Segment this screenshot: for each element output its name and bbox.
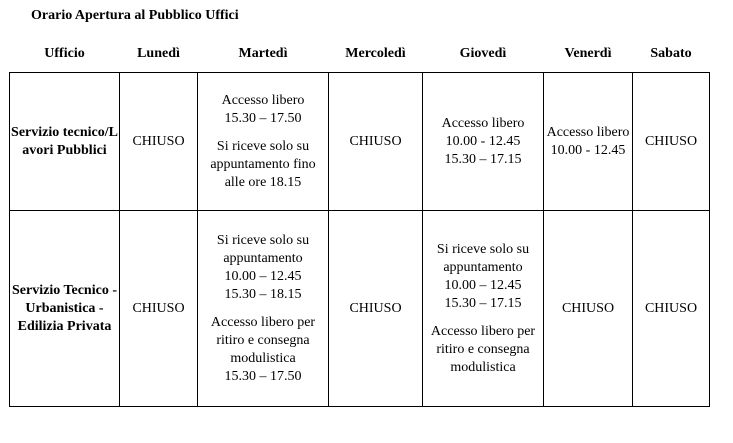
giovedi-appointment-text: Si riceve solo su appuntamento 10.00 – 12.45 15.30 – 17.15 — [436, 241, 530, 311]
office-hours-table — [9, 36, 710, 407]
cell-martedi — [198, 211, 329, 407]
header-ufficio: Ufficio — [44, 46, 85, 61]
header-giovedi: Giovedì — [459, 46, 507, 61]
table-row-lavori-pubblici — [10, 73, 710, 211]
cell-giovedi — [423, 211, 544, 407]
header-martedi: Martedì — [238, 46, 288, 61]
office-name-cell — [10, 73, 120, 211]
cell-lunedi: CHIUSO — [120, 73, 198, 211]
venerdi-access-text: Accesso libero 10.00 - 12.45 — [546, 124, 630, 158]
table-row-urbanistica — [10, 211, 710, 407]
cell-sabato: CHIUSO — [633, 73, 710, 211]
office-name: Servizio Tecnico - Urbanistica - Edilizia Privata — [12, 282, 117, 334]
office-name: Servizio tecnico/Lavori Pubblici — [11, 124, 118, 158]
cell-mercoledi: CHIUSO — [329, 211, 423, 407]
cell-sabato: CHIUSO — [633, 211, 710, 407]
cell-lunedi: CHIUSO — [120, 211, 198, 407]
cell-giovedi — [423, 73, 544, 211]
martedi-appointment-text: Si riceve solo su appuntamento 10.00 – 12.45 15.30 – 18.15 — [216, 232, 310, 302]
header-venerdi: Venerdì — [564, 46, 612, 61]
header-mercoledi: Mercoledì — [345, 46, 406, 61]
cell-mercoledi: CHIUSO — [329, 73, 423, 211]
giovedi-access-text: Accesso libero 10.00 - 12.45 15.30 – 17.15 — [441, 115, 525, 167]
martedi-appointment-text: Si riceve solo su appuntamento fino alle ore 18.15 — [210, 138, 316, 190]
cell-martedi — [198, 73, 329, 211]
cell-venerdi — [544, 73, 633, 211]
table-header-row — [10, 36, 710, 73]
martedi-access-text: Accesso libero 15.30 – 17.50 — [221, 92, 305, 126]
header-lunedi: Lunedì — [137, 46, 180, 61]
cell-venerdi: CHIUSO — [544, 211, 633, 407]
martedi-access-text: Accesso libero per ritiro e consegna modulistica 15.30 – 17.50 — [210, 314, 316, 384]
page-title: Orario Apertura al Pubblico Uffici — [31, 8, 239, 23]
header-sabato: Sabato — [650, 46, 692, 61]
giovedi-access-text: Accesso libero per ritiro e consegna modulistica — [430, 323, 536, 375]
office-name-cell — [10, 211, 120, 407]
